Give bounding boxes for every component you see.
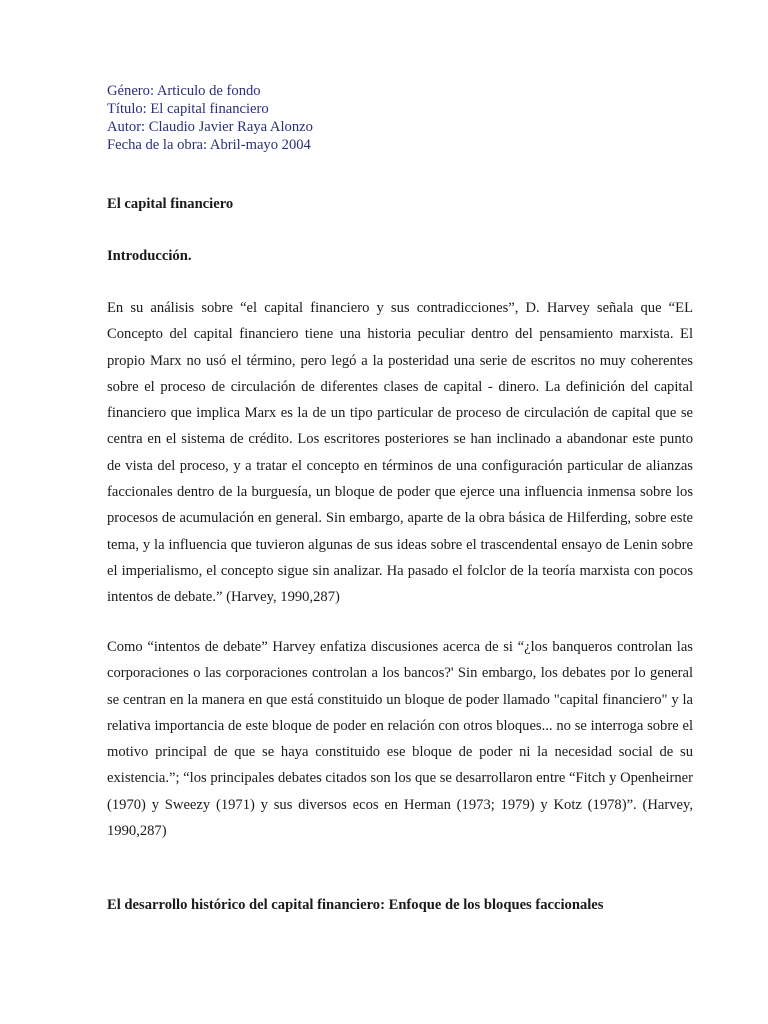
author-line: Autor: Claudio Javier Raya Alonzo — [107, 119, 313, 135]
body-paragraph-1: En su análisis sobre “el capital financiero y sus contradicciones”, D. Harvey señala que “EL Concepto del capital financiero tiene una historia peculiar dentro del pensamiento marxista. El propio Marx no usó el término, pero legó a la posteridad una serie de escritos no muy coherentes sobre el proceso de circulación de diferentes clases de capital - dinero. La definición del capital financiero que implica Marx es la de un tipo particular de proceso de circulación de capital que se centra en el sistema de crédito. Los escritores posteriores se han inclinado a abandonar este punto de vista del proceso, y a tratar el concepto en términos de una configuración particular de alianzas faccionales dentro de la burguesía, un bloque de poder que ejerce una influencia inmensa sobre los procesos de acumulación en general. Sin embargo, aparte de la obra básica de Hilferding, sobre este tema, y la influencia que tuvieron algunas de sus ideas sobre el trascendental ensayo de Lenin sobre el imperialismo, el concepto sigue sin analizar. Ha pasado el folclor de la teoría marxista con pocos intentos de debate.” (Harvey, 1990,287) — [107, 300, 693, 606]
genre-line: Género: Articulo de fondo — [107, 83, 261, 99]
section-heading: El desarrollo histórico del capital financiero: Enfoque de los bloques faccionales — [107, 897, 604, 913]
date-line: Fecha de la obra: Abril-mayo 2004 — [107, 137, 311, 153]
title-line: Título: El capital financiero — [107, 101, 269, 117]
document-page — [107, 82, 693, 913]
body-paragraph-2: Como “intentos de debate” Harvey enfatiza discusiones acerca de si “¿los banqueros controlan las corporaciones o las corporaciones controlan a los bancos?' Sin embargo, los debates por lo general se centran en la manera en que está constituido un bloque de poder llamado "capital financiero" y la relativa importancia de este bloque de poder en relación con otros bloques... no se interroga sobre el motivo principal de que se haya constituido ese bloque de poder ni la necesidad social de su existencia.”; “los principales debates citados son los que se desarrollaron entre “Fitch y Openheirner (1970) y Sweezy (1971) y sus diversos ecos en Herman (1973; 1979) y Kotz (1978)”. (Harvey, 1990,287) — [107, 639, 693, 840]
document-title: El capital financiero — [107, 196, 234, 212]
intro-heading: Introducción. — [107, 248, 192, 264]
metadata-block — [107, 82, 693, 154]
